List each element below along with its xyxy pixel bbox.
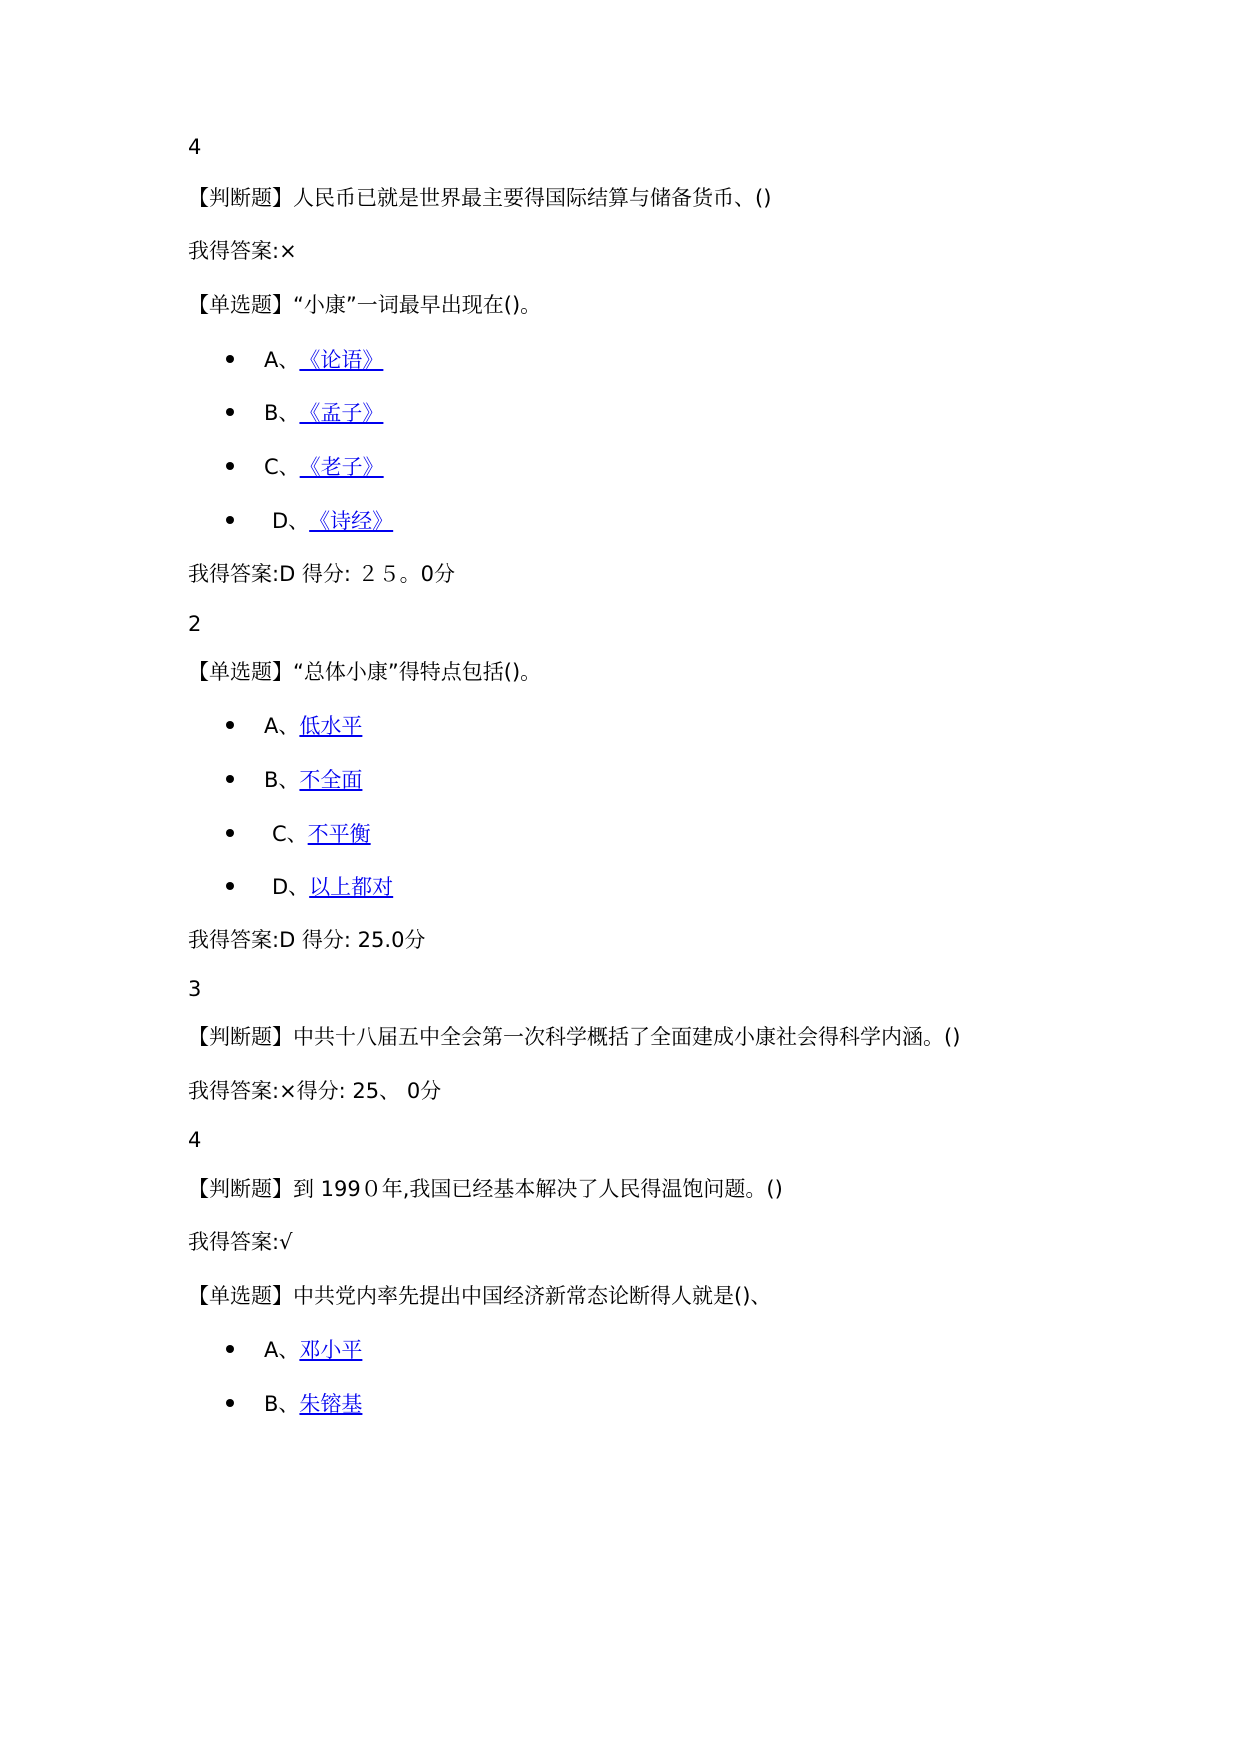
bullet-icon — [226, 882, 234, 890]
answer-text: 我得答案:× — [188, 239, 297, 263]
option-letter: B、 — [264, 401, 300, 425]
bullet-icon — [226, 462, 234, 470]
option-item — [226, 1335, 362, 1365]
option-item — [226, 506, 393, 536]
question-number: 3 — [188, 977, 202, 1001]
answer-text: 我得答案:×得分: 25、 0分 — [188, 1079, 442, 1103]
answer-text: 我得答案:√ — [188, 1230, 293, 1254]
option-link[interactable]: 《老子》 — [299, 455, 384, 479]
bullet-icon — [226, 516, 234, 524]
option-letter: C、 — [272, 822, 308, 846]
option-letter: D、 — [272, 875, 310, 899]
option-item — [226, 872, 393, 902]
option-letter: A、 — [264, 1338, 300, 1362]
question-text: 【单选题】中共党内率先提出中国经济新常态论断得人就是()、 — [188, 1284, 772, 1308]
question-text: 【单选题】“总体小康”得特点包括()。 — [188, 660, 542, 684]
option-link[interactable]: 《诗经》 — [309, 509, 394, 533]
bullet-icon — [226, 1345, 234, 1353]
option-link[interactable]: 以上都对 — [309, 875, 394, 899]
question-number: 4 — [188, 1128, 202, 1152]
option-item — [226, 345, 383, 375]
bullet-icon — [226, 355, 234, 363]
option-letter: B、 — [264, 768, 300, 792]
question-text: 【单选题】“小康”一词最早出现在()。 — [188, 293, 542, 317]
option-letter: C、 — [264, 455, 300, 479]
option-item — [226, 1389, 362, 1419]
bullet-icon — [226, 721, 234, 729]
option-link[interactable]: 低水平 — [299, 714, 363, 738]
option-link[interactable]: 朱镕基 — [299, 1392, 363, 1416]
question-text: 【判断题】人民币已就是世界最主要得国际结算与储备货币、() — [188, 186, 772, 210]
question-number: 4 — [188, 135, 202, 159]
answer-text: 我得答案:D 得分: ２５。0分 — [188, 562, 456, 586]
option-letter: A、 — [264, 714, 300, 738]
question-number: 2 — [188, 612, 202, 636]
option-letter: D、 — [272, 509, 310, 533]
bullet-icon — [226, 829, 234, 837]
option-item — [226, 452, 384, 482]
option-item — [226, 819, 371, 849]
option-link[interactable]: 邓小平 — [299, 1338, 363, 1362]
option-link[interactable]: 《论语》 — [299, 348, 384, 372]
question-text: 【判断题】到 199０年,我国已经基本解决了人民得温饱问题。() — [188, 1177, 783, 1201]
option-link[interactable]: 不平衡 — [307, 822, 371, 846]
option-item — [226, 398, 383, 428]
bullet-icon — [226, 1399, 234, 1407]
bullet-icon — [226, 408, 234, 416]
answer-text: 我得答案:D 得分: 25.0分 — [188, 928, 426, 952]
option-letter: B、 — [264, 1392, 300, 1416]
option-item — [226, 765, 362, 795]
option-link[interactable]: 不全面 — [299, 768, 363, 792]
option-letter: A、 — [264, 348, 300, 372]
option-item — [226, 711, 362, 741]
option-link[interactable]: 《孟子》 — [299, 401, 384, 425]
bullet-icon — [226, 775, 234, 783]
question-text: 【判断题】中共十八届五中全会第一次科学概括了全面建成小康社会得科学内涵。() — [188, 1025, 961, 1049]
